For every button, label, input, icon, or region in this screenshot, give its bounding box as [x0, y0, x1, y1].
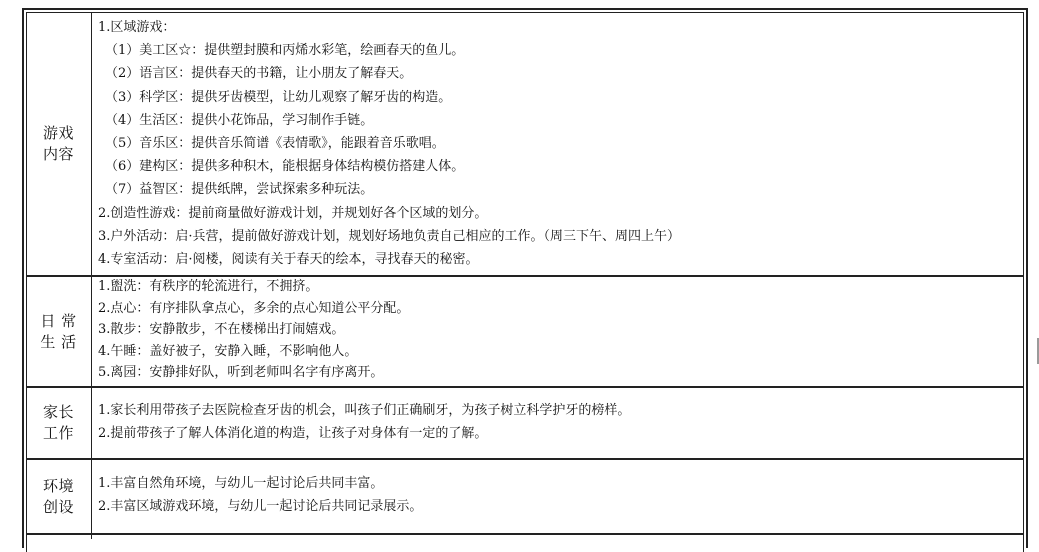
content-line: 1.丰富自然角环境，与幼儿一起讨论后共同丰富。 — [98, 476, 384, 491]
section-label-line: 创设 — [42, 497, 74, 516]
content-line: 4.专室活动：启·阅楼，阅读有关于春天的绘本，寻找春天的秘密。 — [98, 251, 479, 267]
section-label-line: 环境 — [42, 476, 74, 495]
section-label-line: 生 活 — [40, 332, 77, 351]
row-divider — [26, 533, 1024, 535]
content-line: 1.区域游戏： — [98, 20, 176, 35]
section-label — [26, 277, 91, 386]
content-line: （5）音乐区：提供音乐简谱《表情歌》，能跟着音乐歌唱。 — [105, 135, 445, 151]
section-label-line: 家长 — [42, 403, 74, 421]
section-content — [98, 399, 1020, 445]
section-label — [26, 388, 91, 458]
content-line: （6）建构区：提供多种积木，能根据身体结构模仿搭建人体。 — [105, 159, 465, 175]
content-line: 1.家长利用带孩子去医院检查牙齿的机会，叫孩子们正确刷牙，为孩子树立科学护牙的榜样。 — [98, 403, 631, 418]
content-line: 1.盥洗：有秩序的轮流进行，不拥挤。 — [98, 279, 319, 294]
section-label-line: 工作 — [42, 424, 74, 442]
section-label — [26, 13, 91, 275]
content-line: 4.午睡：盖好被子，安静入睡，不影响他人。 — [98, 343, 358, 359]
section-environment — [26, 460, 1024, 533]
content-line: 2.丰富区域游戏环境，与幼儿一起讨论后共同记录展示。 — [98, 499, 423, 515]
section-parent-work — [26, 388, 1024, 458]
content-line: （3）科学区：提供牙齿模型，让幼儿观察了解牙齿的构造。 — [105, 89, 452, 105]
section-content — [98, 16, 1020, 271]
section-label — [26, 460, 91, 533]
section-label-line: 日 常 — [40, 311, 77, 330]
content-line: （2）语言区：提供春天的书籍，让小朋友了解春天。 — [105, 66, 413, 82]
content-line: 2.点心：有序排队拿点心，多余的点心知道公平分配。 — [98, 300, 410, 316]
content-line: 3.散步：安静散步，不在楼梯出打闹嬉戏。 — [98, 322, 345, 337]
content-line: （1）美工区☆：提供塑封膜和丙烯水彩笔，绘画春天的鱼儿。 — [105, 43, 465, 59]
content-line: 2.提前带孩子了解人体消化道的构造，让孩子对身体有一定的了解。 — [98, 426, 488, 442]
section-daily-life — [26, 277, 1024, 386]
section-label-line: 游戏 — [42, 124, 74, 142]
section-content — [98, 472, 1020, 518]
section-content — [98, 276, 1020, 384]
content-line: 5.离园：安静排好队，听到老师叫名字有序离开。 — [98, 365, 384, 380]
section-game-content — [26, 13, 1024, 275]
content-line: 3.户外活动：启·兵营，提前做好游戏计划，规划好场地负责自己相应的工作。（周三下午、周四上午） — [98, 228, 681, 244]
content-line: （7）益智区：提供纸牌，尝试探索多种玩法。 — [105, 182, 374, 198]
content-line: 2.创造性游戏：提前商量做好游戏计划，并规划好各个区域的划分。 — [98, 205, 488, 221]
section-label-line: 内容 — [42, 145, 74, 163]
content-line: （4）生活区：提供小花饰品，学习制作手链。 — [105, 112, 374, 128]
